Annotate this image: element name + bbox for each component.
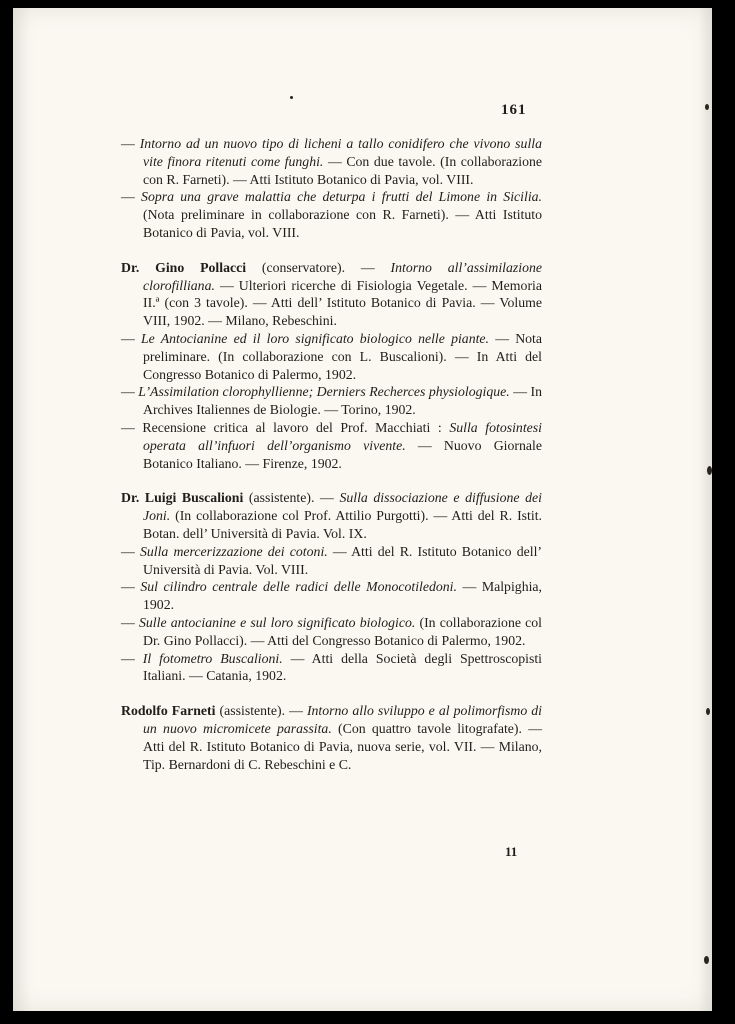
scan-speck — [706, 708, 710, 715]
scan-speck — [290, 96, 293, 99]
work-title: Intorno all’assimilazione clorofilliana. — [143, 259, 543, 293]
entry-text: (Nota preliminare in collaborazione con R. Farneti). — Atti Istituto Botanico di Pavia, vol. VIII. — [143, 207, 542, 240]
entry-text: — — [121, 614, 139, 630]
entry-text: — — [121, 579, 141, 595]
bibliography-entry — [121, 419, 542, 472]
scan-speck — [704, 956, 709, 964]
work-title: Il fotometro Buscalioni. — [142, 650, 283, 666]
work-title: Sulle antocianine e sul loro significato biologico. — [138, 614, 416, 630]
bibliography-entry — [121, 188, 542, 241]
work-title: Intorno ad un nuovo tipo di licheni a tallo conidifero che vivono sulla vite finora ritenuti come funghi. — [139, 136, 543, 169]
entry-text: — — [121, 384, 139, 400]
work-title: L’Assimilation clorophyllienne; Derniers Recherces physiologique. — [138, 384, 510, 400]
bibliography-entry — [121, 543, 542, 579]
entry-text: — Recensione critica al lavoro del Prof. Macchiati : — [121, 419, 450, 435]
entry-text: — — [121, 136, 140, 151]
entry-text: — In Archives Italiennes de Biologie. — Torino, 1902. — [143, 384, 542, 418]
work-title: Sul cilindro centrale delle radici delle Monocotiledoni. — [140, 579, 457, 595]
bibliography-entry — [121, 489, 542, 542]
scan-speck — [707, 466, 712, 475]
author-name: Rodolfo Farneti — [121, 703, 216, 719]
work-title: Sulla dissociazione e diffusione dei Joni. — [143, 490, 542, 524]
entry-text: — Con due tavole. (In collaborazione con R. Farneti). — Atti Istituto Botanico di Pavia, vol. VIII. — [143, 153, 542, 187]
entry-text: — Nota preliminare. (In collaborazione con L. Buscalioni). — In Atti del Congresso Botanico di Palermo, 1902. — [143, 330, 543, 382]
entry-text: — — [121, 650, 143, 666]
bibliography-entry — [121, 650, 542, 686]
page-number: 161 — [501, 102, 527, 118]
entry-text: — — [121, 330, 141, 346]
entry-text: — Ulteriori ricerche di Fisiologia Vegetale. — Memoria II.ª (con 3 tavole). — Atti dell’ Istituto Botanico di Pavia. — Volume VIII, 1902. — Milano, Rebeschini. — [143, 277, 542, 329]
bibliography-entry — [121, 383, 542, 419]
entry-text: — Malpighia, 1902. — [143, 579, 542, 613]
entry-text: (assistente). — — [243, 490, 340, 506]
bibliography-entry — [121, 578, 542, 614]
bibliography-entry — [121, 330, 542, 383]
author-name: Dr. Gino Pollacci — [121, 259, 247, 275]
entry-text: (assistente). — — [215, 703, 307, 719]
entry-text: (In collaborazione col Prof. Attilio Purgotti). — Atti del R. Istit. Botan. dell’ Università di Pavia. Vol. IX. — [143, 508, 542, 541]
work-title: Sulla mercerizzazione dei cotoni. — [139, 543, 328, 559]
scan-speck — [705, 104, 709, 110]
work-title: Intorno allo sviluppo e al polimorfismo di un nuovo micromicete parassita. — [143, 703, 542, 736]
entry-text: (Con quattro tavole litografate). — Atti del R. Istituto Botanico di Pavia, nuova serie, vol. VII. — Milano, Tip. Bernardoni di C. Rebeschini e C. — [143, 720, 543, 772]
work-title: Sulla fotosintesi operata all’infuori dell’organismo vivente. — [143, 419, 542, 453]
bibliography-entry — [121, 259, 542, 330]
entry-text: — — [121, 543, 140, 559]
entry-text: (In collaborazione col Dr. Gino Pollacci). — Atti del Congresso Botanico di Palermo, 1902. — [143, 614, 542, 648]
author-name: Dr. Luigi Buscalioni — [121, 490, 244, 506]
bibliography-entry — [121, 702, 542, 773]
entry-text: — — [121, 189, 142, 205]
paper-sheet — [13, 8, 712, 1011]
bibliography-entry — [121, 614, 542, 650]
bibliography-entry — [121, 135, 542, 188]
entry-text: — Atti del R. Istituto Botanico dell’ Università di Pavia. Vol. VIII. — [143, 543, 543, 577]
entry-text: (conservatore). — — [246, 259, 391, 275]
work-title: Le Antocianine ed il loro significato biologico nelle piante. — [141, 330, 490, 346]
signature-mark: 11 — [505, 844, 518, 859]
entry-text: — Atti della Società degli Spettroscopisti Italiani. — Catania, 1902. — [143, 650, 542, 684]
work-title: Sopra una grave malattia che deturpa i frutti del Limone in Sicilia. — [141, 189, 542, 205]
entries — [121, 135, 542, 773]
entry-text: — Nuovo Giornale Botanico Italiano. — Firenze, 1902. — [143, 437, 542, 471]
